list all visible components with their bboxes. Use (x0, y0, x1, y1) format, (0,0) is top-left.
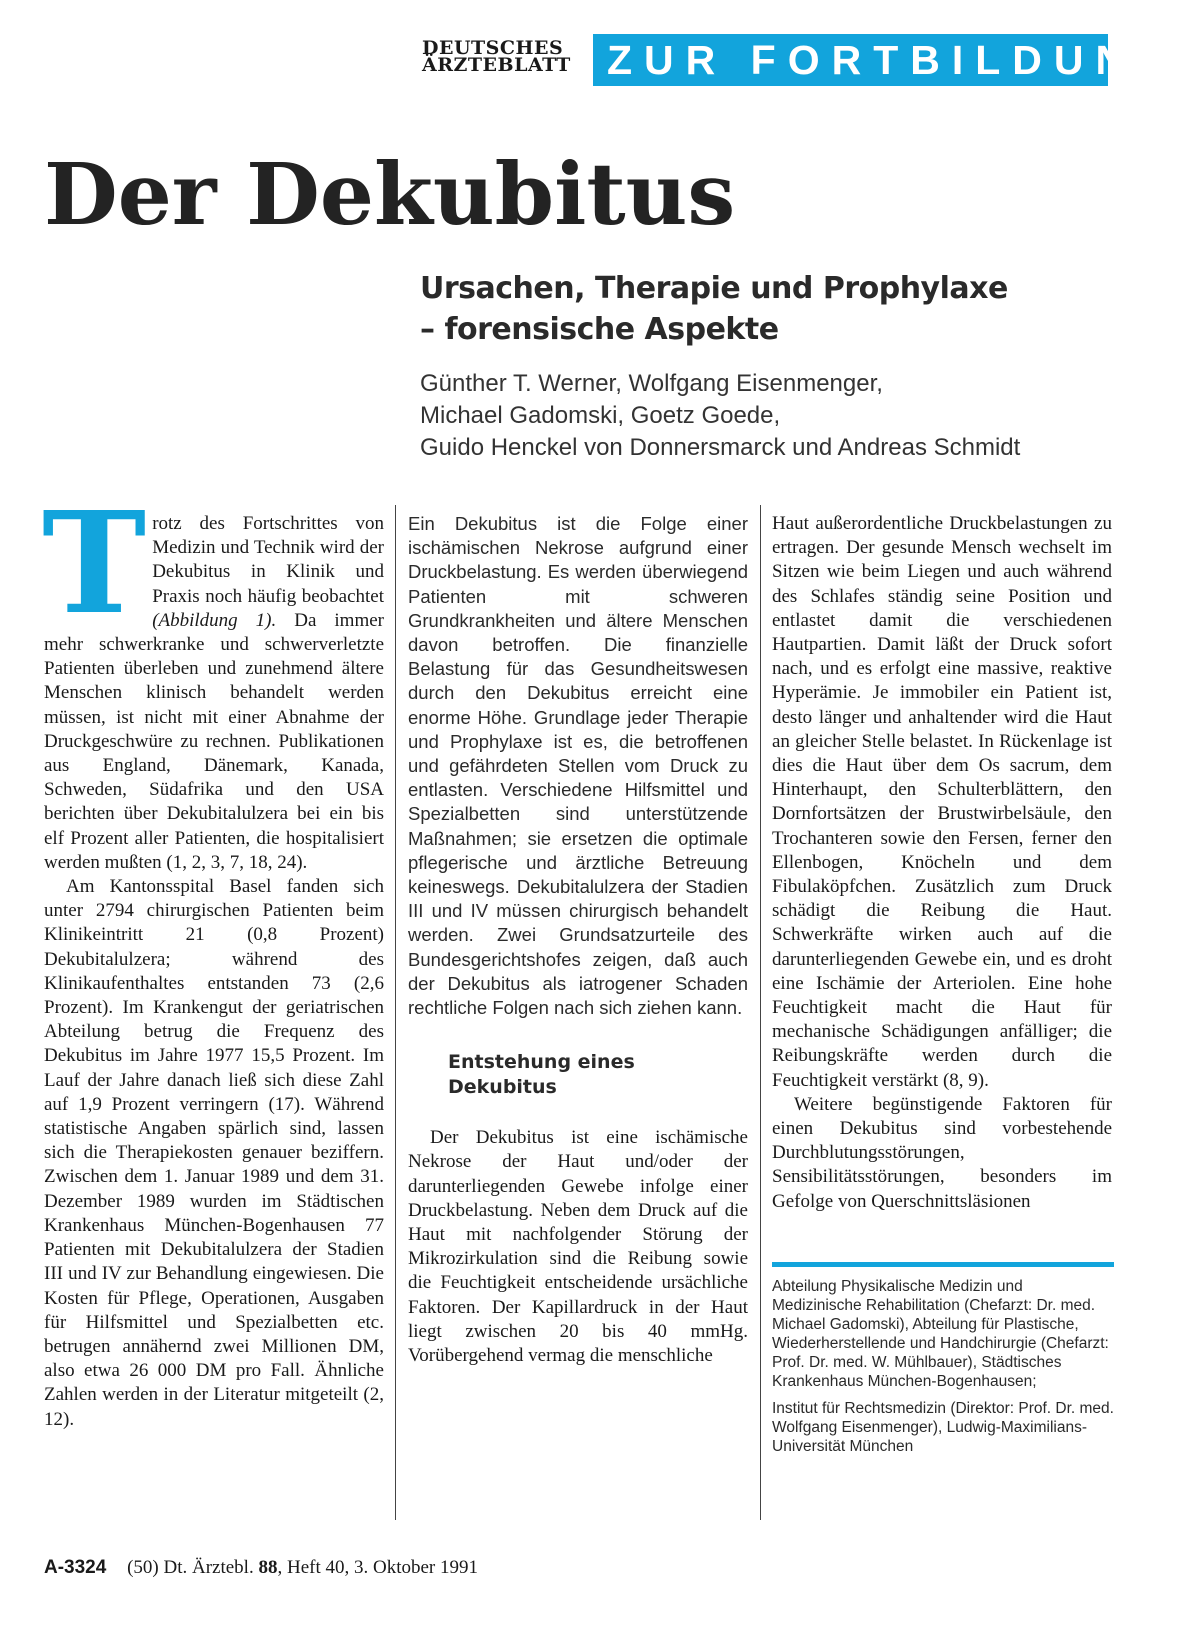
journal-logo (422, 37, 571, 76)
author-list (420, 368, 1150, 464)
masthead (410, 34, 1181, 86)
page-code: A-3324 (44, 1557, 107, 1578)
page-number: (50) (127, 1557, 159, 1578)
article-title: Der Dekubitus (44, 145, 736, 245)
body-column-3 (772, 512, 1112, 1214)
authors-line3: Guido Henckel von Donnersmarck und Andreas Schmidt (420, 434, 1021, 461)
affiliation-block: Abteilung Physikalische Medizin und Medizinische Rehabilitation (Chefarzt: Dr. med. Michael Gadomski), Abteilung für Plastische, Wiederherstellende und Handchirurgie (Chefarzt: Prof. Dr. med. W. Mühlbauer), Städtisches Krankenhaus München-Bogenhausen; (772, 1278, 1109, 1390)
volume-number: 88 (258, 1557, 278, 1578)
body-paragraph: Weitere begünstigende Faktoren für einen Dekubitus sind vorbestehende Durchblutungsstörungen, Sensibilitätsstörungen, besonders im Gefolge von Querschnittsläsionen (772, 1093, 1112, 1212)
heading-line2: Dekubitus (448, 1076, 557, 1099)
logo-line2: ÄRZTEBLATT (422, 54, 571, 76)
article-subtitle (420, 268, 1140, 350)
logo-line1: DEUTSCHES (422, 37, 564, 59)
intro-paragraph (42, 482, 384, 875)
section-banner: ZUR FORTBILDUNG (593, 34, 1108, 86)
body-paragraph: Am Kantonsspital Basel fanden sich unter 2794 chirurgischen Patienten beim Klinikeintritt 21 (0,8 Prozent) Dekubitalulzera; während des Klinikaufenthaltes entstanden 73 (2,6 Prozent). Im Krankengut der geriatrischen Abteilung betrug die Frequenz des Dekubitus im Jahre 1977 15,5 Prozent. Im Lauf der Jahre danach ließ sich diese Zahl auf 1,9 Prozent verringern (17). Während statistische Angaben spärlich sind, lassen sich die Therapiekosten genauer beziffern. Zwischen dem 1. Januar 1989 und dem 31. Dezember 1989 wurden im Städtischen Krankenhaus München-Bogenhausen 77 Patienten mit Dekubitalulzera der Stadien III und IV zur Behandlung eingewiesen. Die Kosten für Pflege, Operationen, Ausgaben für Hilfsmittel und Spezialbetten etc. betrugen annähernd zwei Millionen DM, also etwa 26 000 DM pro Fall. Ähnliche Zahlen werden in der Literatur mitgeteilt (2, 12). (44, 876, 384, 1430)
issue-date: , Heft 40, 3. Oktober 1991 (277, 1557, 478, 1578)
authors-line1: Günther T. Werner, Wolfgang Eisenmenger, (420, 370, 883, 397)
section-heading (408, 1050, 748, 1100)
column-divider (395, 505, 396, 1520)
body-paragraph: Der Dekubitus ist eine ischämische Nekrose der Haut und/oder der darunterliegenden Gewebe infolge einer Druckbelastung. Neben dem Druck auf die Haut mit nachfolgender Störung der Mikrozirkulation sind die Reibung sowie die Feuchtigkeit entscheidende ursächliche Faktoren. Der Kapillardruck in der Haut liegt zwischen 20 bis 40 mmHg. Vorübergehend vermag die menschliche (408, 1127, 748, 1367)
intro-text-b: Da immer mehr schwerkranke und schwerverletzte Patienten überleben und zunehmend ältere Menschen klinisch behandelt werden müssen, ist nicht mit einer Abnahme der Druckgeschwüre zu rechnen. Publikationen aus England, Dänemark, Kanada, Schweden, Südafrika und den USA berichten über Dekubitalulzera bei ein bis elf Prozent aller Patienten, die hospitalisiert werden mußten (1, 2, 3, 7, 18, 24). (44, 609, 384, 873)
page-footer (44, 1557, 478, 1579)
affiliation-rule (772, 1262, 1114, 1267)
authors-line2: Michael Gadomski, Goetz Goede, (420, 402, 781, 429)
body-column-1 (42, 482, 384, 1432)
intro-text-a: rotz des Fortschrittes von Medizin und Technik wird der Dekubitus in Klinik und Praxis noch häufig beobachtet (152, 513, 384, 607)
column-divider (760, 505, 761, 1520)
drop-cap: T (42, 482, 147, 646)
subtitle-line2: – forensische Aspekte (420, 312, 779, 347)
summary-paragraph: Ein Dekubitus ist die Folge einer ischämischen Nekrose aufgrund einer Druckbelastung. Es werden überwiegend Patienten mit schweren Grundkrankheiten und ältere Menschen davon betroffen. Die finanzielle Belastung für das Gesundheitswesen durch den Dekubitus erreicht eine enorme Höhe. Grundlage jeder Therapie und Prophylaxe ist es, die betroffenen und gefährdeten Stellen vom Druck zu entlasten. Verschiedene Hilfsmittel und Spezialbetten sind unterstützende Maßnahmen; sie ersetzen die optimale pflegerische und ärztliche Betreuung keineswegs. Dekubitalulzera der Stadien III und IV müssen chirurgisch behandelt werden. Zwei Grundsatzurteile des Bundesgerichtshofes zeigen, daß auch der Dekubitus als iatrogener Schaden rechtliche Folgen nach sich ziehen kann. (408, 513, 748, 1019)
body-paragraph: Haut außerordentliche Druckbelastungen zu ertragen. Der gesunde Mensch wechselt im Sitzen wie beim Liegen und auch während des Schlafes ständig seine Position und entlastet damit die verschiedenen Hautpartien. Damit läßt der Druck sofort nach, und es erfolgt eine massive, reaktive Hyperämie. Je immobiler ein Patient ist, desto länger und anhaltender wird die Haut an gleicher Stelle belastet. In Rückenlage ist dies die Haut über dem Os sacrum, dem Hinterhaupt, den Schulterblättern, den Dornfortsätzen der Brustwirbelsäule, den Trochanteren sowie den Fersen, ferner den Ellenbogen, Knöcheln und dem Fibulaköpfchen. Zusätzlich zum Druck schädigt die Reibung die Haut. Schwerkräfte wirken auch auf die darunterliegenden Gewebe ein, und es droht eine Ischämie der Arteriolen. Eine hohe Feuchtigkeit macht die Haut für mechanische Schädigungen anfälliger; die Reibungskräfte werden durch die Feuchtigkeit verstärkt (8, 9). (772, 513, 1112, 1091)
affiliation-block: Institut für Rechtsmedizin (Direktor: Prof. Dr. med. Wolfgang Eisenmenger), Ludwig-Maximilians-Universität München (772, 1400, 1114, 1455)
body-column-2 (408, 512, 748, 1368)
figure-reference: (Abbildung 1). (152, 609, 277, 631)
author-affiliations (772, 1277, 1114, 1464)
heading-line1: Entstehung eines (448, 1051, 635, 1074)
subtitle-line1: Ursachen, Therapie und Prophylaxe (420, 271, 1008, 306)
journal-abbrev: Dt. Ärztebl. (163, 1557, 254, 1578)
